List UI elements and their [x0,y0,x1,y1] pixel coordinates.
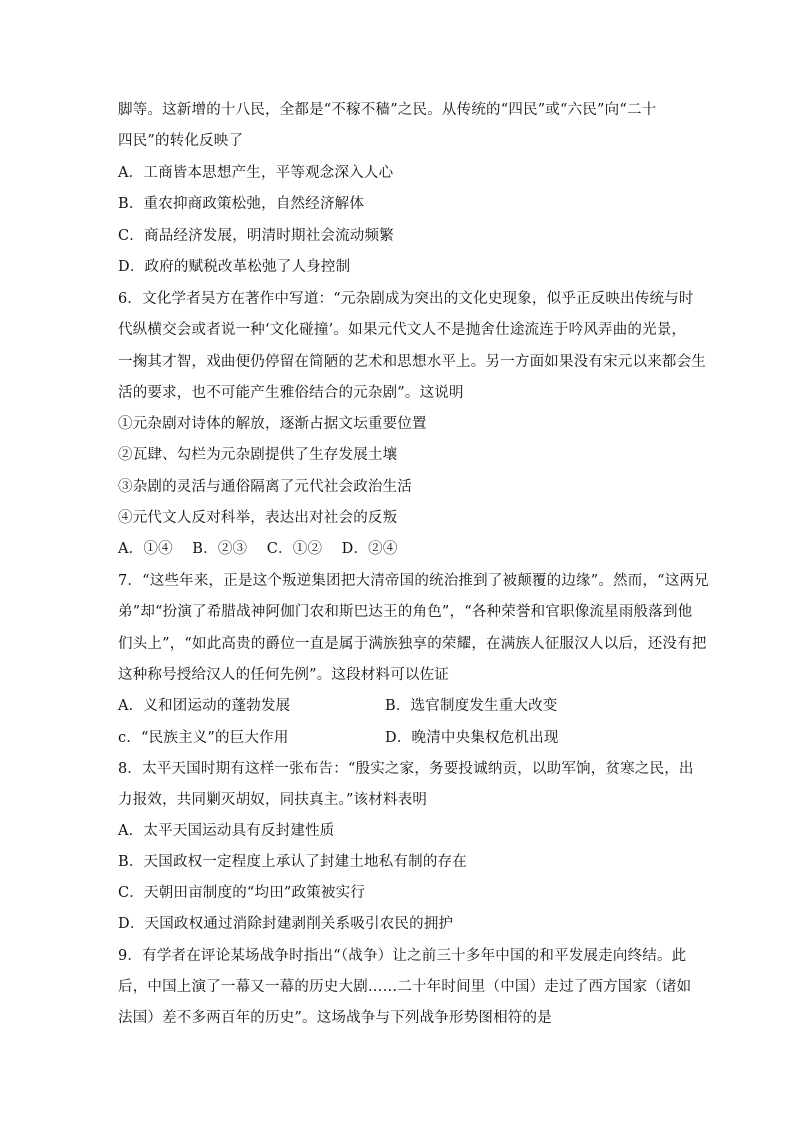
q8-option-b: B．天国政权一定程度上承认了封建土地私有制的存在 [118,854,467,870]
q8-option-d: D．天国政权通过消除封建剥削关系吸引农民的拥护 [118,916,454,932]
q5-option-c: C．商品经济发展，明清时期社会流动频繁 [118,228,394,244]
q6-stem-line-1: 6．文化学者吴方在著作中写道：“元杂剧成为突出的文化史现象，似乎正反映出传统与时 [118,291,694,307]
q5-stem-line-2: 四民”的转化反映了 [118,133,244,149]
q8-stem-line-1: 8．太平天国时期有这样一张布告：“殷实之家，务要投诚纳贡，以助军饷，贫寒之民，出 [118,761,694,777]
q7-stem-line-1: 7．“这些年来，正是这个叛逆集团把大清帝国的统治推到了被颠覆的边缘”。然而，“这两兄 [118,573,709,589]
q6-statement-2: ②瓦肆、勾栏为元杂剧提供了生存发展土壤 [118,447,398,463]
q6-stem-line-3: 一掬其才智，戏曲便仍停留在简陋的艺术和思想水平上。另一方面如果没有宋元以来都会生 [118,354,706,370]
q8-stem-line-2: 力报效，共同剿灭胡奴，同扶真主。”该材料表明 [118,792,428,808]
q7-stem-line-3: 们头上”，“如此高贵的爵位一直是属于满族独享的荣耀，在满族人征服汉人以后，还没有把 [118,636,707,652]
q7-option-c: c．“民族主义”的巨大作用 [118,730,289,746]
q6-statement-1: ①元杂剧对诗体的解放，逐渐占据文坛重要位置 [118,416,427,432]
q8-option-a: A．太平天国运动具有反封建性质 [118,823,335,839]
q5-option-a: A．工商皆本思想产生，平等观念深入人心 [118,165,394,181]
q5-option-d: D．政府的赋税改革松弛了人身控制 [118,259,351,275]
q7-stem-line-4: 这种称号授给汉人的任何先例”。这段材料可以佐证 [118,667,450,683]
q8-option-c: C．天朝田亩制度的“均田”政策被实行 [118,885,366,901]
q6-statement-3: ③杂剧的灵活与通俗隔离了元代社会政治生活 [118,479,412,495]
q6-statement-4: ④元代文人反对科举，表达出对社会的反叛 [118,510,398,526]
q5-stem-line-1: 脚等。这新增的十八民，全都是“不稼不穑”之民。从传统的“四民”或“六民”向“二十 [118,102,657,118]
q9-stem-line-3: 法国）差不多两百年的历史”。这场战争与下列战争形势图相符的是 [118,1010,552,1026]
q7-option-a: A．义和团运动的蓬勃发展 [118,698,291,714]
q6-stem-line-2: 代纵横交会或者说一种‘文化碰撞’。如果元代文人不是抛舍仕途流连于吟风弄曲的光景， [118,322,687,338]
q6-stem-line-4: 活的要求，也不可能产生雅俗结合的元杂剧”。这说明 [118,385,464,401]
q7-option-b: B．选官制度发生重大改变 [385,698,558,714]
q9-stem-line-2: 后，中国上演了一幕又一幕的历史大剧……二十年时间里（中国）走过了西方国家（诸如 [118,979,692,995]
q5-option-b: B．重农抑商政策松弛，自然经济解体 [118,196,365,212]
q6-options: A．①④ B．②③ C．①② D．②④ [118,541,398,557]
q9-stem-line-1: 9．有学者在评论某场战争时指出“（战争）让之前三十多年中国的和平发展走向终结。此 [118,948,687,964]
q7-stem-line-2: 弟”却“扮演了希腊战神阿伽门农和斯巴达王的角色”，“各种荣誉和官职像流星雨般落到他 [118,604,693,620]
q7-option-d: D．晚清中央集权危机出现 [385,730,559,746]
